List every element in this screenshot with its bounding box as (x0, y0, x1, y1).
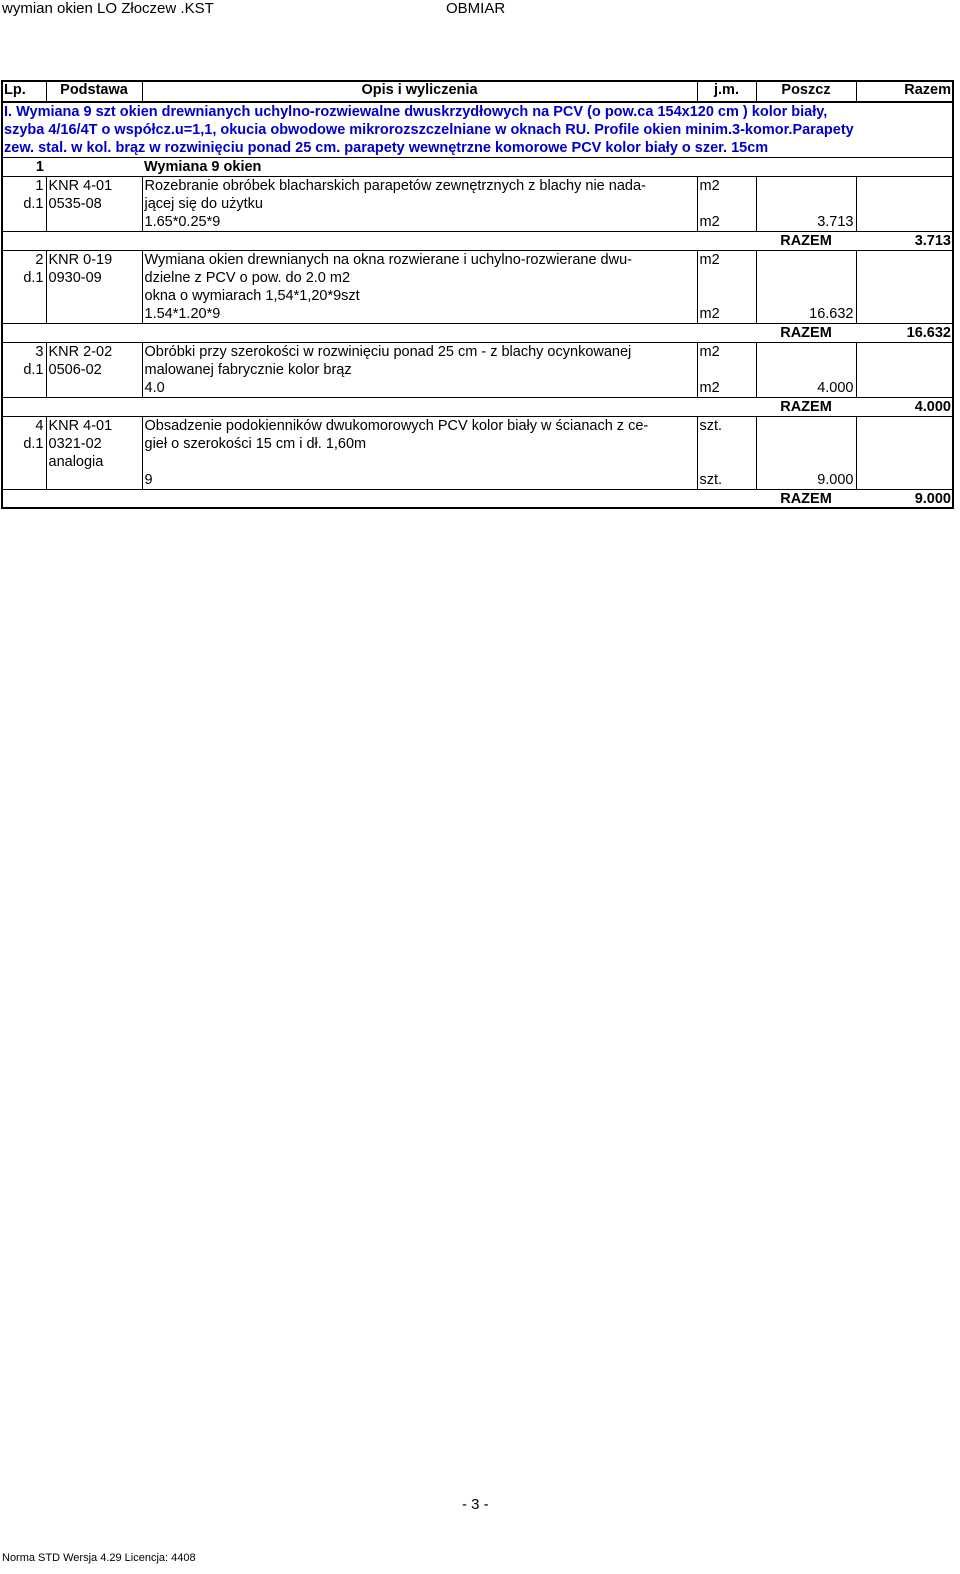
item-description: gieł o szerokości 15 cm i dł. 1,60m (142, 435, 697, 453)
table-row (2, 343, 953, 362)
item-description: Obróbki przy szerokości w rozwinięciu ponad 25 cm - z blachy ocynkowanej (142, 343, 697, 362)
item-lp: 1 (35, 178, 44, 194)
col-header-razem: Razem (856, 81, 953, 102)
cost-estimate-table (2, 81, 953, 508)
footer-license: Norma STD Wersja 4.29 Licencja: 4408 (2, 1552, 196, 1564)
item-lp-suffix: d.1 (23, 362, 44, 378)
total-row (2, 398, 953, 417)
col-header-lp: Lp. (2, 81, 46, 102)
calc-row (2, 471, 953, 490)
calc-row (2, 305, 953, 324)
table-row (2, 177, 953, 196)
total-row (2, 324, 953, 343)
col-header-opis: Opis i wyliczenia (142, 81, 697, 102)
table-row (2, 435, 953, 453)
item-lp-suffix: d.1 (23, 196, 44, 212)
item-base: KNR 2-02 (46, 343, 142, 362)
total-label: RAZEM (756, 232, 856, 251)
section-row (2, 121, 953, 139)
calc-unit: m2 (697, 379, 756, 398)
total-value: 16.632 (856, 324, 953, 343)
section-description-line: I. Wymiana 9 szt okien drewnianych uchylno-rozwiewalne dwuskrzydłowych na PCV (o pow.ca 154x120 cm ) kolor biały, (4, 104, 828, 120)
item-base: analogia (46, 453, 142, 471)
col-header-podstawa: Podstawa (46, 81, 142, 102)
item-lp-suffix: d.1 (23, 436, 44, 452)
calc-unit: m2 (697, 305, 756, 324)
table-header-row (2, 81, 953, 102)
total-row (2, 232, 953, 251)
item-base: KNR 0-19 (46, 251, 142, 270)
col-header-jm: j.m. (697, 81, 756, 102)
item-unit: m2 (697, 343, 756, 362)
total-row (2, 490, 953, 509)
item-description: Rozebranie obróbek blacharskich parapetów zewnętrznych z blachy nie nada- (142, 177, 697, 196)
total-value: 9.000 (856, 490, 953, 509)
document-title: wymian okien LO Złoczew .KST (2, 0, 214, 17)
calc-row (2, 213, 953, 232)
table-row (2, 287, 953, 305)
item-lp: 4 (35, 418, 44, 434)
item-unit: szt. (697, 417, 756, 436)
calc-value: 9.000 (756, 471, 856, 490)
total-value: 3.713 (856, 232, 953, 251)
calc-expression: 9 (142, 471, 697, 490)
calc-expression: 1.65*0.25*9 (142, 213, 697, 232)
subsection-number: 1 (2, 158, 46, 177)
item-lp: 3 (35, 344, 44, 360)
calc-value: 16.632 (756, 305, 856, 324)
calc-value: 4.000 (756, 379, 856, 398)
item-unit: m2 (697, 251, 756, 270)
section-description-line: szyba 4/16/4T o współcz.u=1,1, okucia obwodowe mikrorozszczelniane w oknach RU. Profile okien minim.3-komor.Parapety (4, 122, 854, 138)
item-base: 0535-08 (46, 195, 142, 213)
section-row (2, 139, 953, 158)
subsection-title: Wymiana 9 okien (142, 158, 953, 177)
total-value: 4.000 (856, 398, 953, 417)
item-base: 0321-02 (46, 435, 142, 453)
item-description: Obsadzenie podokienników dwukomorowych PCV kolor biały w ścianach z ce- (142, 417, 697, 436)
section-row (2, 102, 953, 121)
table-row (2, 417, 953, 436)
calc-value: 3.713 (756, 213, 856, 232)
calc-expression: 1.54*1.20*9 (142, 305, 697, 324)
calc-unit: m2 (697, 213, 756, 232)
total-label: RAZEM (756, 324, 856, 343)
calc-expression: 4.0 (142, 379, 697, 398)
item-base: 0506-02 (46, 361, 142, 379)
section-description-line: zew. stal. w kol. brąz w rozwinięciu ponad 25 cm. parapety wewnętrzne komorowe PCV kolor biały o szer. 15cm (2, 139, 953, 158)
item-base: KNR 4-01 (46, 417, 142, 436)
total-label: RAZEM (756, 490, 856, 509)
item-description: Wymiana okien drewnianych na okna rozwierane i uchylno-rozwierane dwu- (142, 251, 697, 270)
table-row (2, 251, 953, 270)
item-base: KNR 4-01 (46, 177, 142, 196)
total-label: RAZEM (756, 398, 856, 417)
page-number: - 3 - (462, 1496, 489, 1513)
item-description: okna o wymiarach 1,54*1,20*9szt (142, 287, 697, 305)
item-lp: 2 (35, 252, 44, 268)
table-row (2, 195, 953, 213)
table-row (2, 361, 953, 379)
table-row (2, 269, 953, 287)
item-description: dzielne z PCV o pow. do 2.0 m2 (142, 269, 697, 287)
item-description: jącej się do użytku (142, 195, 697, 213)
calc-row (2, 379, 953, 398)
document-type: OBMIAR (446, 0, 506, 17)
item-base: 0930-09 (46, 269, 142, 287)
calc-unit: szt. (697, 471, 756, 490)
subsection-row (2, 158, 953, 177)
item-description: malowanej fabrycznie kolor brąz (142, 361, 697, 379)
item-unit: m2 (697, 177, 756, 196)
col-header-poszcz: Poszcz (756, 81, 856, 102)
item-lp-suffix: d.1 (23, 270, 44, 286)
table-row (2, 453, 953, 471)
